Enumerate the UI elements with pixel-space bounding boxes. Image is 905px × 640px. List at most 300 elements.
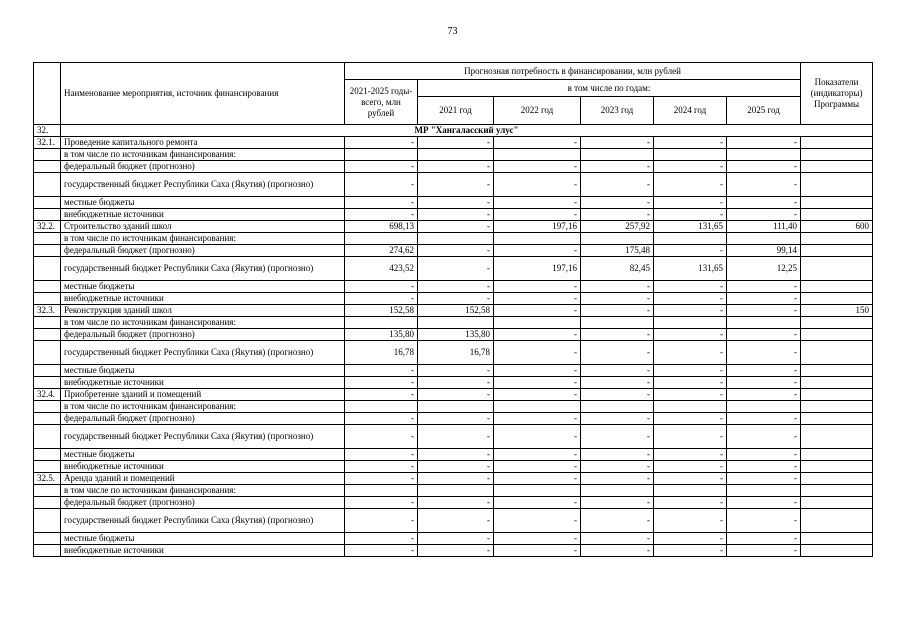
blank-cell (727, 317, 801, 329)
source-label: местные бюджеты (61, 365, 345, 377)
subheader-label: в том числе по источникам финансирования: (61, 485, 345, 497)
blank-cell (34, 377, 61, 389)
value-cell: - (494, 245, 581, 257)
indicator-cell (801, 137, 873, 149)
blank-cell (418, 485, 494, 497)
value-cell: - (654, 389, 727, 401)
value-cell: - (345, 161, 418, 173)
subheader-row (34, 317, 873, 329)
blank-cell (34, 365, 61, 377)
source-label: федеральный бюджет (прогнозно) (61, 497, 345, 509)
header-year: 2024 год (654, 97, 727, 125)
blank-cell (34, 149, 61, 161)
value-cell: 197,16 (494, 257, 581, 281)
value-cell: - (727, 197, 801, 209)
value-cell: - (345, 197, 418, 209)
header-name-col: Наименование мероприятия, источник финансирования (61, 63, 345, 125)
header-indicators: Показатели (индикаторы) Программы (801, 63, 873, 125)
value-cell: 111,40 (727, 221, 801, 233)
value-cell: - (418, 221, 494, 233)
blank-cell (494, 401, 581, 413)
block-title: Приобретение зданий и помещений (61, 389, 345, 401)
value-cell: - (654, 377, 727, 389)
blank-cell (34, 161, 61, 173)
block-number: 32.5. (34, 473, 61, 485)
source-label: внебюджетные источники (61, 461, 345, 473)
value-cell: - (418, 137, 494, 149)
value-cell: - (494, 161, 581, 173)
value-cell: - (345, 497, 418, 509)
indicator-cell (801, 173, 873, 197)
indicator-cell (801, 341, 873, 365)
value-cell: - (418, 281, 494, 293)
value-cell: - (727, 305, 801, 317)
value-cell: - (727, 377, 801, 389)
value-cell: - (494, 389, 581, 401)
value-cell: - (418, 509, 494, 533)
indicator-cell (801, 413, 873, 425)
subheader-row (34, 233, 873, 245)
value-cell: - (418, 257, 494, 281)
header-year: 2025 год (727, 97, 801, 125)
value-cell: - (418, 461, 494, 473)
value-cell: - (494, 281, 581, 293)
source-label: местные бюджеты (61, 533, 345, 545)
source-label: местные бюджеты (61, 449, 345, 461)
value-cell: - (581, 413, 654, 425)
blank-cell (34, 197, 61, 209)
value-cell: - (654, 509, 727, 533)
value-cell: - (494, 305, 581, 317)
blank-cell (345, 233, 418, 245)
value-cell: - (581, 293, 654, 305)
source-label: государственный бюджет Республики Саха (Якутия) (прогнозно) (61, 341, 345, 365)
value-cell: - (494, 509, 581, 533)
indicator-cell (801, 329, 873, 341)
value-cell: - (727, 425, 801, 449)
blank-cell (727, 233, 801, 245)
value-cell: - (581, 509, 654, 533)
value-cell: - (418, 449, 494, 461)
source-label: внебюджетные источники (61, 377, 345, 389)
value-cell: - (418, 197, 494, 209)
value-cell: - (727, 365, 801, 377)
value-cell: - (494, 341, 581, 365)
blank-cell (34, 293, 61, 305)
blank-cell (34, 545, 61, 557)
header-by-years: в том числе по годам: (418, 80, 801, 97)
blank-cell (581, 317, 654, 329)
blank-cell (34, 173, 61, 197)
value-cell: - (345, 173, 418, 197)
indicator-cell (801, 257, 873, 281)
value-cell: 698,13 (345, 221, 418, 233)
source-label: государственный бюджет Республики Саха (Якутия) (прогнозно) (61, 509, 345, 533)
value-cell: - (581, 197, 654, 209)
value-cell: - (654, 293, 727, 305)
source-label: государственный бюджет Республики Саха (Якутия) (прогнозно) (61, 173, 345, 197)
header-year: 2021 год (418, 97, 494, 125)
indicator-cell: 150 (801, 305, 873, 317)
financing-table (33, 62, 873, 557)
value-cell: - (654, 425, 727, 449)
value-cell: - (494, 425, 581, 449)
blank-cell (581, 233, 654, 245)
value-cell: - (727, 497, 801, 509)
value-cell: - (727, 173, 801, 197)
value-cell: 257,92 (581, 221, 654, 233)
value-cell: - (654, 449, 727, 461)
value-cell: - (494, 137, 581, 149)
block-row (34, 473, 873, 485)
source-label: федеральный бюджет (прогнозно) (61, 413, 345, 425)
value-cell: - (494, 365, 581, 377)
blank-cell (418, 233, 494, 245)
value-cell: 152,58 (345, 305, 418, 317)
value-cell: - (581, 173, 654, 197)
source-row (34, 449, 873, 461)
value-cell: 152,58 (418, 305, 494, 317)
value-cell: - (727, 281, 801, 293)
source-label: внебюджетные источники (61, 545, 345, 557)
value-cell: - (581, 377, 654, 389)
value-cell: - (727, 137, 801, 149)
value-cell: - (581, 425, 654, 449)
source-row (34, 365, 873, 377)
block-row (34, 305, 873, 317)
value-cell: - (494, 173, 581, 197)
blank-cell (34, 485, 61, 497)
indicator-cell (801, 449, 873, 461)
value-cell: - (581, 209, 654, 221)
blank-cell (34, 497, 61, 509)
value-cell: - (727, 461, 801, 473)
source-label: местные бюджеты (61, 281, 345, 293)
source-row (34, 173, 873, 197)
value-cell: - (654, 197, 727, 209)
blank-cell (801, 317, 873, 329)
value-cell: - (418, 293, 494, 305)
block-row (34, 221, 873, 233)
header-total: 2021-2025 годы- всего, млн рублей (345, 80, 418, 125)
source-row (34, 197, 873, 209)
blank-cell (34, 413, 61, 425)
source-label: внебюджетные источники (61, 293, 345, 305)
blank-cell (581, 485, 654, 497)
source-row (34, 413, 873, 425)
blank-cell (34, 425, 61, 449)
value-cell: - (581, 305, 654, 317)
indicator-cell: 600 (801, 221, 873, 233)
value-cell: - (654, 137, 727, 149)
blank-cell (654, 233, 727, 245)
value-cell: - (581, 137, 654, 149)
value-cell: - (727, 473, 801, 485)
value-cell: - (581, 461, 654, 473)
value-cell: 16,78 (418, 341, 494, 365)
value-cell: 131,65 (654, 221, 727, 233)
source-row (34, 425, 873, 449)
subheader-row (34, 149, 873, 161)
value-cell: - (418, 389, 494, 401)
indicator-cell (801, 161, 873, 173)
source-row (34, 533, 873, 545)
header-financing-top: Прогнозная потребность в финансировании, млн рублей (345, 63, 801, 80)
value-cell: 197,16 (494, 221, 581, 233)
value-cell: - (418, 161, 494, 173)
blank-cell (727, 149, 801, 161)
value-cell: 175,48 (581, 245, 654, 257)
value-cell: - (345, 425, 418, 449)
blank-cell (654, 485, 727, 497)
blank-cell (34, 209, 61, 221)
value-cell: - (581, 341, 654, 365)
value-cell: - (654, 161, 727, 173)
indicator-cell (801, 389, 873, 401)
indicator-cell (801, 509, 873, 533)
source-label: государственный бюджет Республики Саха (Якутия) (прогнозно) (61, 257, 345, 281)
indicator-cell (801, 533, 873, 545)
blank-cell (654, 317, 727, 329)
value-cell: - (654, 497, 727, 509)
value-cell: - (727, 509, 801, 533)
source-row (34, 329, 873, 341)
blank-cell (34, 341, 61, 365)
block-title: Аренда зданий и помещений (61, 473, 345, 485)
value-cell: - (494, 293, 581, 305)
blank-cell (34, 257, 61, 281)
indicator-cell (801, 209, 873, 221)
indicator-cell (801, 377, 873, 389)
value-cell: - (345, 377, 418, 389)
value-cell: - (494, 209, 581, 221)
value-cell: - (727, 209, 801, 221)
value-cell: - (345, 293, 418, 305)
subheader-label: в том числе по источникам финансирования: (61, 401, 345, 413)
blank-cell (801, 149, 873, 161)
value-cell: - (581, 497, 654, 509)
indicator-cell (801, 461, 873, 473)
blank-cell (801, 401, 873, 413)
value-cell: 423,52 (345, 257, 418, 281)
value-cell: - (727, 293, 801, 305)
value-cell: 82,45 (581, 257, 654, 281)
source-row (34, 509, 873, 533)
value-cell: 99,14 (727, 245, 801, 257)
value-cell: - (418, 245, 494, 257)
value-cell: - (494, 533, 581, 545)
value-cell: - (581, 545, 654, 557)
blank-cell (34, 317, 61, 329)
indicator-cell (801, 245, 873, 257)
block-number: 32.2. (34, 221, 61, 233)
source-row (34, 281, 873, 293)
blank-cell (345, 485, 418, 497)
source-row (34, 377, 873, 389)
value-cell: - (654, 365, 727, 377)
blank-cell (418, 149, 494, 161)
source-label: федеральный бюджет (прогнозно) (61, 161, 345, 173)
block-row (34, 137, 873, 149)
source-label: федеральный бюджет (прогнозно) (61, 245, 345, 257)
blank-cell (345, 317, 418, 329)
blank-cell (418, 401, 494, 413)
blank-cell (801, 485, 873, 497)
section-number: 32. (34, 125, 61, 137)
blank-cell (581, 149, 654, 161)
value-cell: - (345, 449, 418, 461)
value-cell: - (727, 413, 801, 425)
value-cell: - (654, 413, 727, 425)
indicator-cell (801, 281, 873, 293)
source-label: федеральный бюджет (прогнозно) (61, 329, 345, 341)
value-cell: - (581, 473, 654, 485)
header-year: 2023 год (581, 97, 654, 125)
value-cell: - (727, 329, 801, 341)
blank-cell (494, 485, 581, 497)
value-cell: - (581, 329, 654, 341)
source-label: местные бюджеты (61, 197, 345, 209)
source-row (34, 293, 873, 305)
value-cell: - (654, 245, 727, 257)
indicator-cell (801, 425, 873, 449)
source-row (34, 245, 873, 257)
value-cell: 16,78 (345, 341, 418, 365)
source-label: государственный бюджет Республики Саха (Якутия) (прогнозно) (61, 425, 345, 449)
value-cell: - (654, 173, 727, 197)
value-cell: 135,80 (345, 329, 418, 341)
blank-cell (34, 281, 61, 293)
value-cell: - (494, 461, 581, 473)
value-cell: 12,25 (727, 257, 801, 281)
value-cell: - (727, 545, 801, 557)
value-cell: - (494, 545, 581, 557)
value-cell: - (345, 137, 418, 149)
value-cell: - (654, 533, 727, 545)
source-row (34, 461, 873, 473)
value-cell: - (418, 365, 494, 377)
block-row (34, 389, 873, 401)
source-row (34, 497, 873, 509)
section-title: МР "Хангаласский улус" (61, 125, 873, 137)
blank-cell (34, 233, 61, 245)
value-cell: - (494, 413, 581, 425)
blank-cell (34, 401, 61, 413)
header-blank (34, 63, 61, 125)
value-cell: - (345, 209, 418, 221)
block-title: Строительство зданий школ (61, 221, 345, 233)
indicator-cell (801, 497, 873, 509)
subheader-row (34, 401, 873, 413)
value-cell: - (727, 341, 801, 365)
source-row (34, 257, 873, 281)
value-cell: - (727, 449, 801, 461)
indicator-cell (801, 197, 873, 209)
value-cell: - (654, 461, 727, 473)
value-cell: - (494, 497, 581, 509)
value-cell: - (418, 497, 494, 509)
value-cell: - (345, 413, 418, 425)
value-cell: - (418, 545, 494, 557)
blank-cell (34, 461, 61, 473)
blank-cell (801, 233, 873, 245)
value-cell: - (418, 473, 494, 485)
value-cell: - (418, 173, 494, 197)
blank-cell (654, 401, 727, 413)
blank-cell (654, 149, 727, 161)
source-label: внебюджетные источники (61, 209, 345, 221)
value-cell: - (494, 449, 581, 461)
value-cell: - (581, 533, 654, 545)
block-number: 32.4. (34, 389, 61, 401)
page-number: 73 (447, 26, 458, 37)
value-cell: 131,65 (654, 257, 727, 281)
subheader-label: в том числе по источникам финансирования: (61, 233, 345, 245)
indicator-cell (801, 545, 873, 557)
value-cell: - (494, 377, 581, 389)
subheader-label: в том числе по источникам финансирования: (61, 149, 345, 161)
value-cell: - (345, 545, 418, 557)
value-cell: - (581, 389, 654, 401)
indicator-cell (801, 293, 873, 305)
blank-cell (34, 509, 61, 533)
value-cell: - (345, 389, 418, 401)
blank-cell (34, 329, 61, 341)
value-cell: - (654, 473, 727, 485)
value-cell: - (345, 461, 418, 473)
blank-cell (345, 401, 418, 413)
source-row (34, 545, 873, 557)
blank-cell (494, 233, 581, 245)
value-cell: 135,80 (418, 329, 494, 341)
blank-cell (418, 317, 494, 329)
blank-cell (34, 449, 61, 461)
value-cell: - (494, 197, 581, 209)
value-cell: 274,62 (345, 245, 418, 257)
value-cell: - (654, 281, 727, 293)
subheader-label: в том числе по источникам финансирования: (61, 317, 345, 329)
value-cell: - (581, 161, 654, 173)
value-cell: - (494, 329, 581, 341)
value-cell: - (654, 545, 727, 557)
value-cell: - (418, 425, 494, 449)
subheader-row (34, 485, 873, 497)
indicator-cell (801, 365, 873, 377)
value-cell: - (727, 533, 801, 545)
value-cell: - (727, 161, 801, 173)
value-cell: - (581, 281, 654, 293)
value-cell: - (345, 365, 418, 377)
value-cell: - (581, 365, 654, 377)
source-row (34, 341, 873, 365)
value-cell: - (418, 413, 494, 425)
blank-cell (494, 149, 581, 161)
block-number: 32.1. (34, 137, 61, 149)
value-cell: - (418, 533, 494, 545)
block-number: 32.3. (34, 305, 61, 317)
value-cell: - (727, 389, 801, 401)
source-row (34, 209, 873, 221)
blank-cell (727, 485, 801, 497)
indicator-cell (801, 473, 873, 485)
value-cell: - (418, 377, 494, 389)
value-cell: - (654, 329, 727, 341)
block-title: Проведение капитального ремонта (61, 137, 345, 149)
blank-cell (581, 401, 654, 413)
block-title: Реконструкция зданий школ (61, 305, 345, 317)
blank-cell (34, 245, 61, 257)
blank-cell (34, 533, 61, 545)
